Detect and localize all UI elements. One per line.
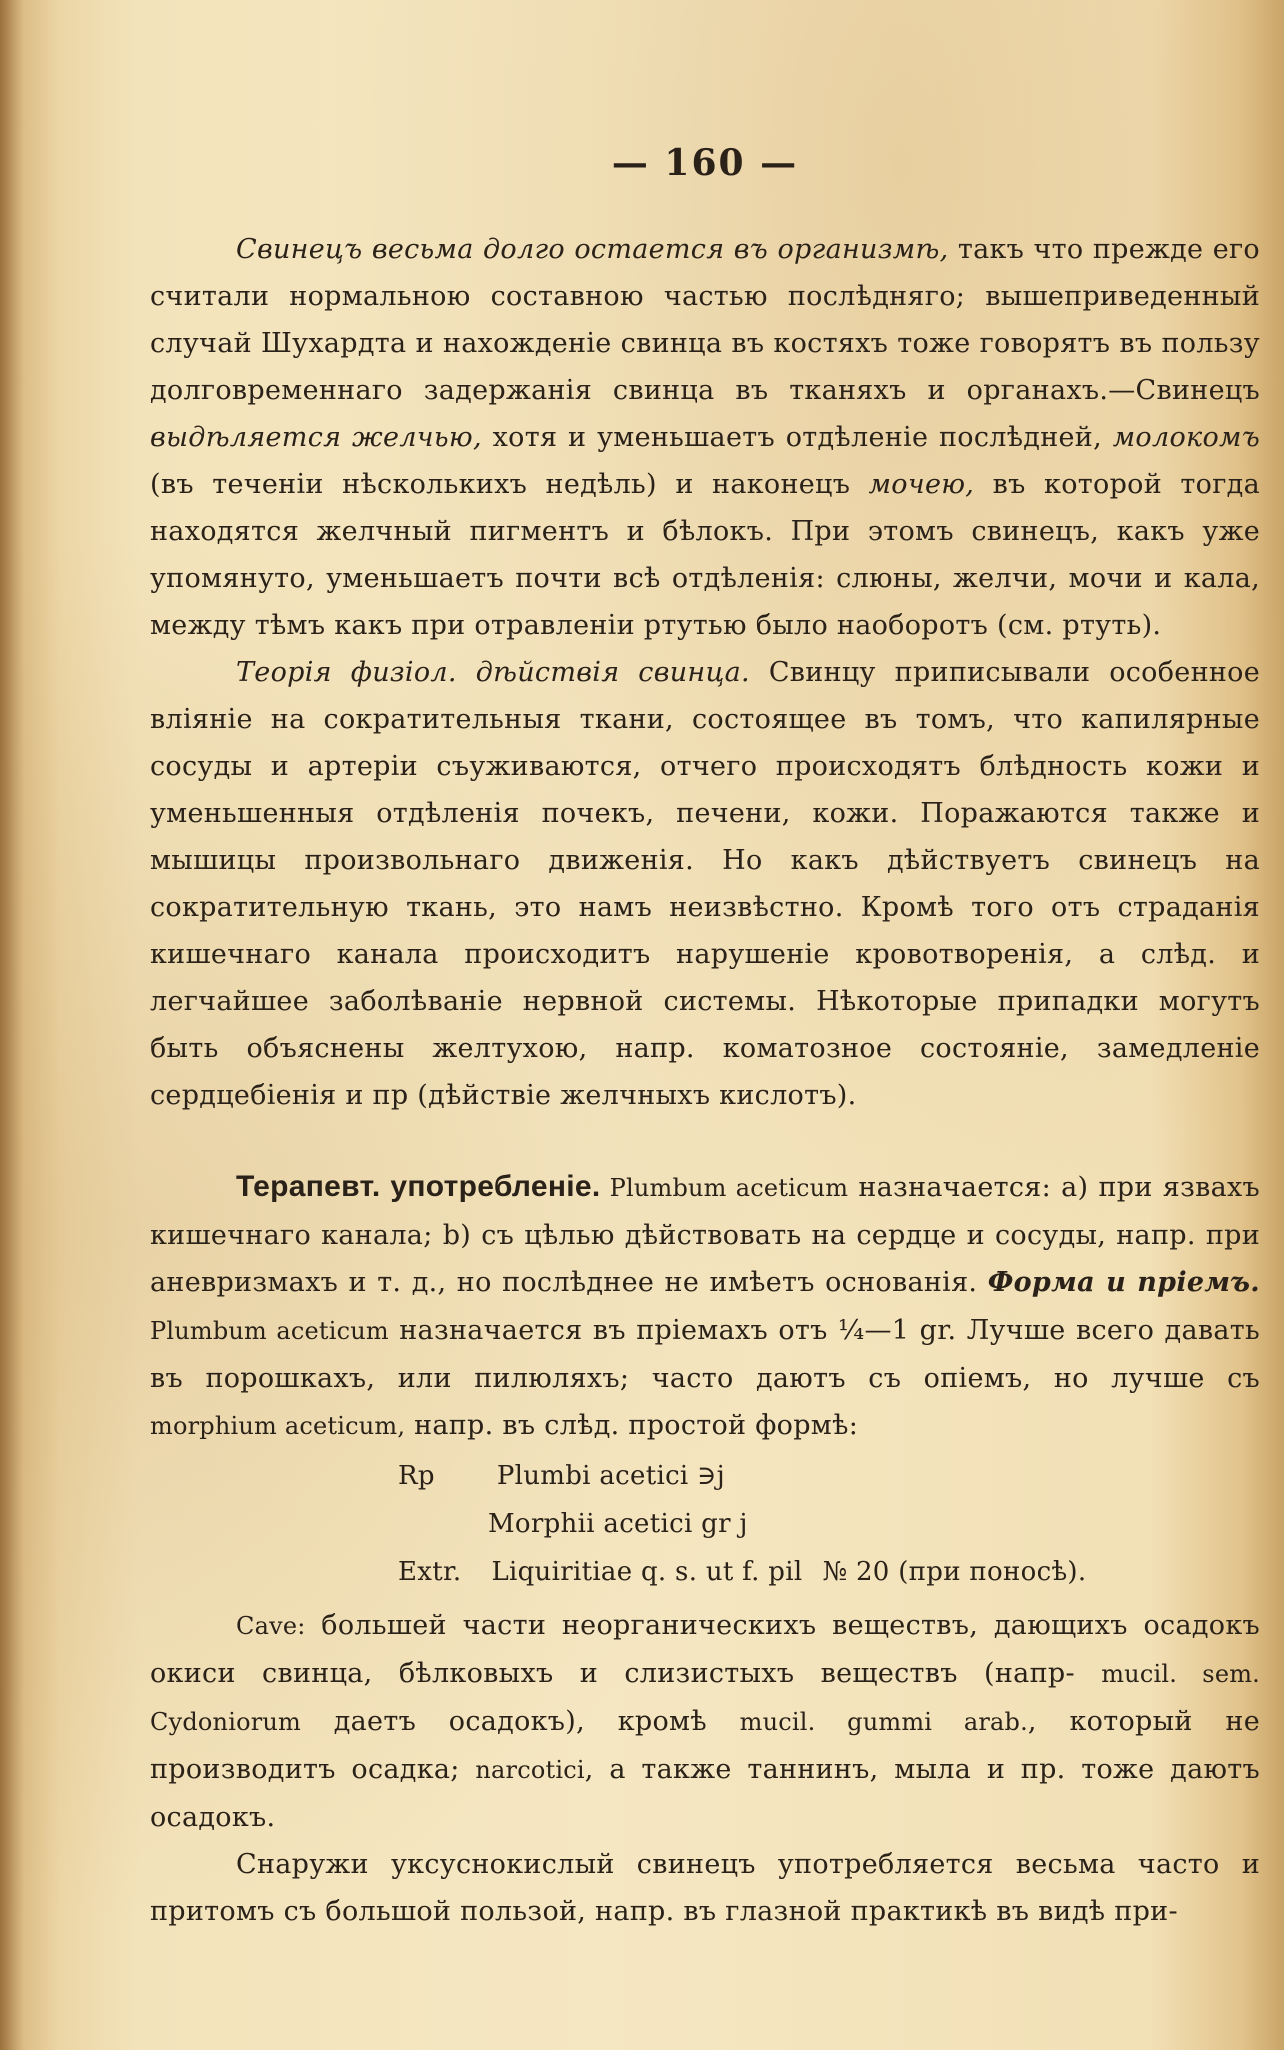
page-body — [150, 140, 1260, 1935]
italic-phrase: молокомъ — [1112, 422, 1260, 453]
paragraph-text: Свинцу приписывали особенное вліяніе на сократительныя ткани, состоящее въ томъ, что капилярные сосуды и артеріи съуживаются, отчего происходятъ блѣдность кожи и уменьшенныя отдѣленія почекъ, печени, кожи. Поражаются также и мышицы произвольнаго движенія. Но какъ дѣйствуетъ свинецъ на сократительную ткань, это намъ неизвѣстно. Кромѣ того отъ страданія кишечнаго канала происходитъ нарушеніе кровотворенія, а слѣд. и легчайшее заболѣваніе нервной системы. Нѣкоторые припадки могутъ быть объяснены желтухою, напр. коматозное состояніе, замедленіе сердцебіенія и пр (дѣйствіе желчныхъ кислотъ). — [150, 657, 1260, 1111]
paragraph-text: большей части неорганическихъ веществъ, дающихъ осадокъ окиси свинца, бѣлковыхъ и слизистыхъ веществъ (напр- — [150, 1610, 1260, 1689]
paragraph-text: въ которой тогда находятся желчный пигментъ и бѣлокъ. При этомъ свинецъ, какъ уже упомянуто, уменьшаетъ почти всѣ отдѣленія: слюны, желчи, мочи и кала, между тѣмъ какъ при отравленіи ртутью было наоборотъ (см. ртуть). — [150, 469, 1260, 641]
prescription-rp: Rp — [398, 1461, 435, 1491]
section-heading: Терапевт. употребленіе. — [236, 1170, 601, 1203]
paragraph-text: , который не производитъ осадка; — [150, 1706, 1260, 1785]
paragraph-text: напр. въ слѣд. простой формѣ: — [405, 1410, 859, 1441]
paragraph-text: назначается: a) при язвахъ кишечнаго канала; b) съ цѣлью дѣйствовать на сердце и сосуды, напр. при аневризмахъ и т. д., но послѣднее не имѣетъ основанія. — [150, 1172, 1261, 1298]
page-number: — 160 — — [611, 142, 799, 184]
prescription-ingredient: Liquiritiae q. s. ut f. pil — [491, 1557, 803, 1587]
italic-phrase: Свинецъ весьма долго остается въ организмѣ, — [236, 234, 949, 265]
prescription-extr: Extr. — [398, 1557, 462, 1587]
latin-term: morphium aceticum, — [150, 1412, 406, 1440]
paragraph-text: такъ что прежде его считали нормальною составною частью послѣдняго; вышеприведенный случай Шухардта и нахожденіе свинца въ костяхъ тоже говорятъ въ пользу долговременнаго задержанія свинца въ тканяхъ и органахъ.—Свинецъ — [150, 234, 1260, 406]
latin-term: mucil. sem. Cydoniorum — [150, 1660, 1261, 1736]
paragraph-text: назначается въ пріемахъ отъ ¼—1 gr. Лучше всего давать въ порошкахъ, или пилюляхъ; часто даютъ съ опіемъ, но лучше съ — [150, 1315, 1260, 1394]
paragraph-lead-retention — [150, 226, 1260, 649]
paragraph-theory — [150, 649, 1260, 1119]
paragraph-text: , а также таннинъ, мыла и пр. тоже даютъ осадокъ. — [150, 1754, 1260, 1833]
italic-phrase: мочею, — [868, 469, 975, 500]
italic-phrase: Теорія физіол. дѣйствія свинца. — [236, 657, 750, 688]
prescription-dose: № 20 (при поносѣ). — [822, 1557, 1087, 1587]
latin-term: Plumbum aceticum — [600, 1174, 849, 1202]
paragraph-therapeutic-use — [150, 1163, 1260, 1450]
prescription-line — [150, 1548, 1260, 1596]
latin-term: Plumbum aceticum — [150, 1317, 389, 1345]
prescription-ingredient: Morphii acetici gr j — [488, 1509, 748, 1539]
latin-term: narcotici — [475, 1756, 585, 1784]
spine-shadow — [0, 0, 24, 2050]
paragraph-external-use — [150, 1841, 1260, 1935]
paragraph-text: даетъ осадокъ), кромѣ — [301, 1706, 740, 1737]
prescription — [150, 1452, 1260, 1596]
prescription-ingredient: Plumbi acetici ∋j — [496, 1461, 726, 1491]
italic-phrase: Форма и пріемъ. — [987, 1267, 1260, 1298]
paragraph-text: (въ теченіи нѣсколькихъ недѣль) и наконецъ — [150, 469, 869, 500]
paragraph-text: хотя и уменьшаетъ отдѣленіе послѣдней, — [481, 422, 1113, 453]
paragraph-cave — [150, 1602, 1260, 1841]
prescription-line — [150, 1452, 1260, 1500]
italic-phrase: выдѣляется желчью, — [150, 422, 482, 453]
latin-term: Cave: — [236, 1612, 306, 1640]
prescription-line — [150, 1500, 1260, 1548]
paragraph-text: Снаружи уксуснокислый свинецъ употребляется весьма часто и притомъ съ большой пользой, напр. въ глазной практикѣ въ видѣ при- — [150, 1849, 1260, 1927]
latin-term: mucil. gummi arab. — [739, 1708, 1028, 1736]
